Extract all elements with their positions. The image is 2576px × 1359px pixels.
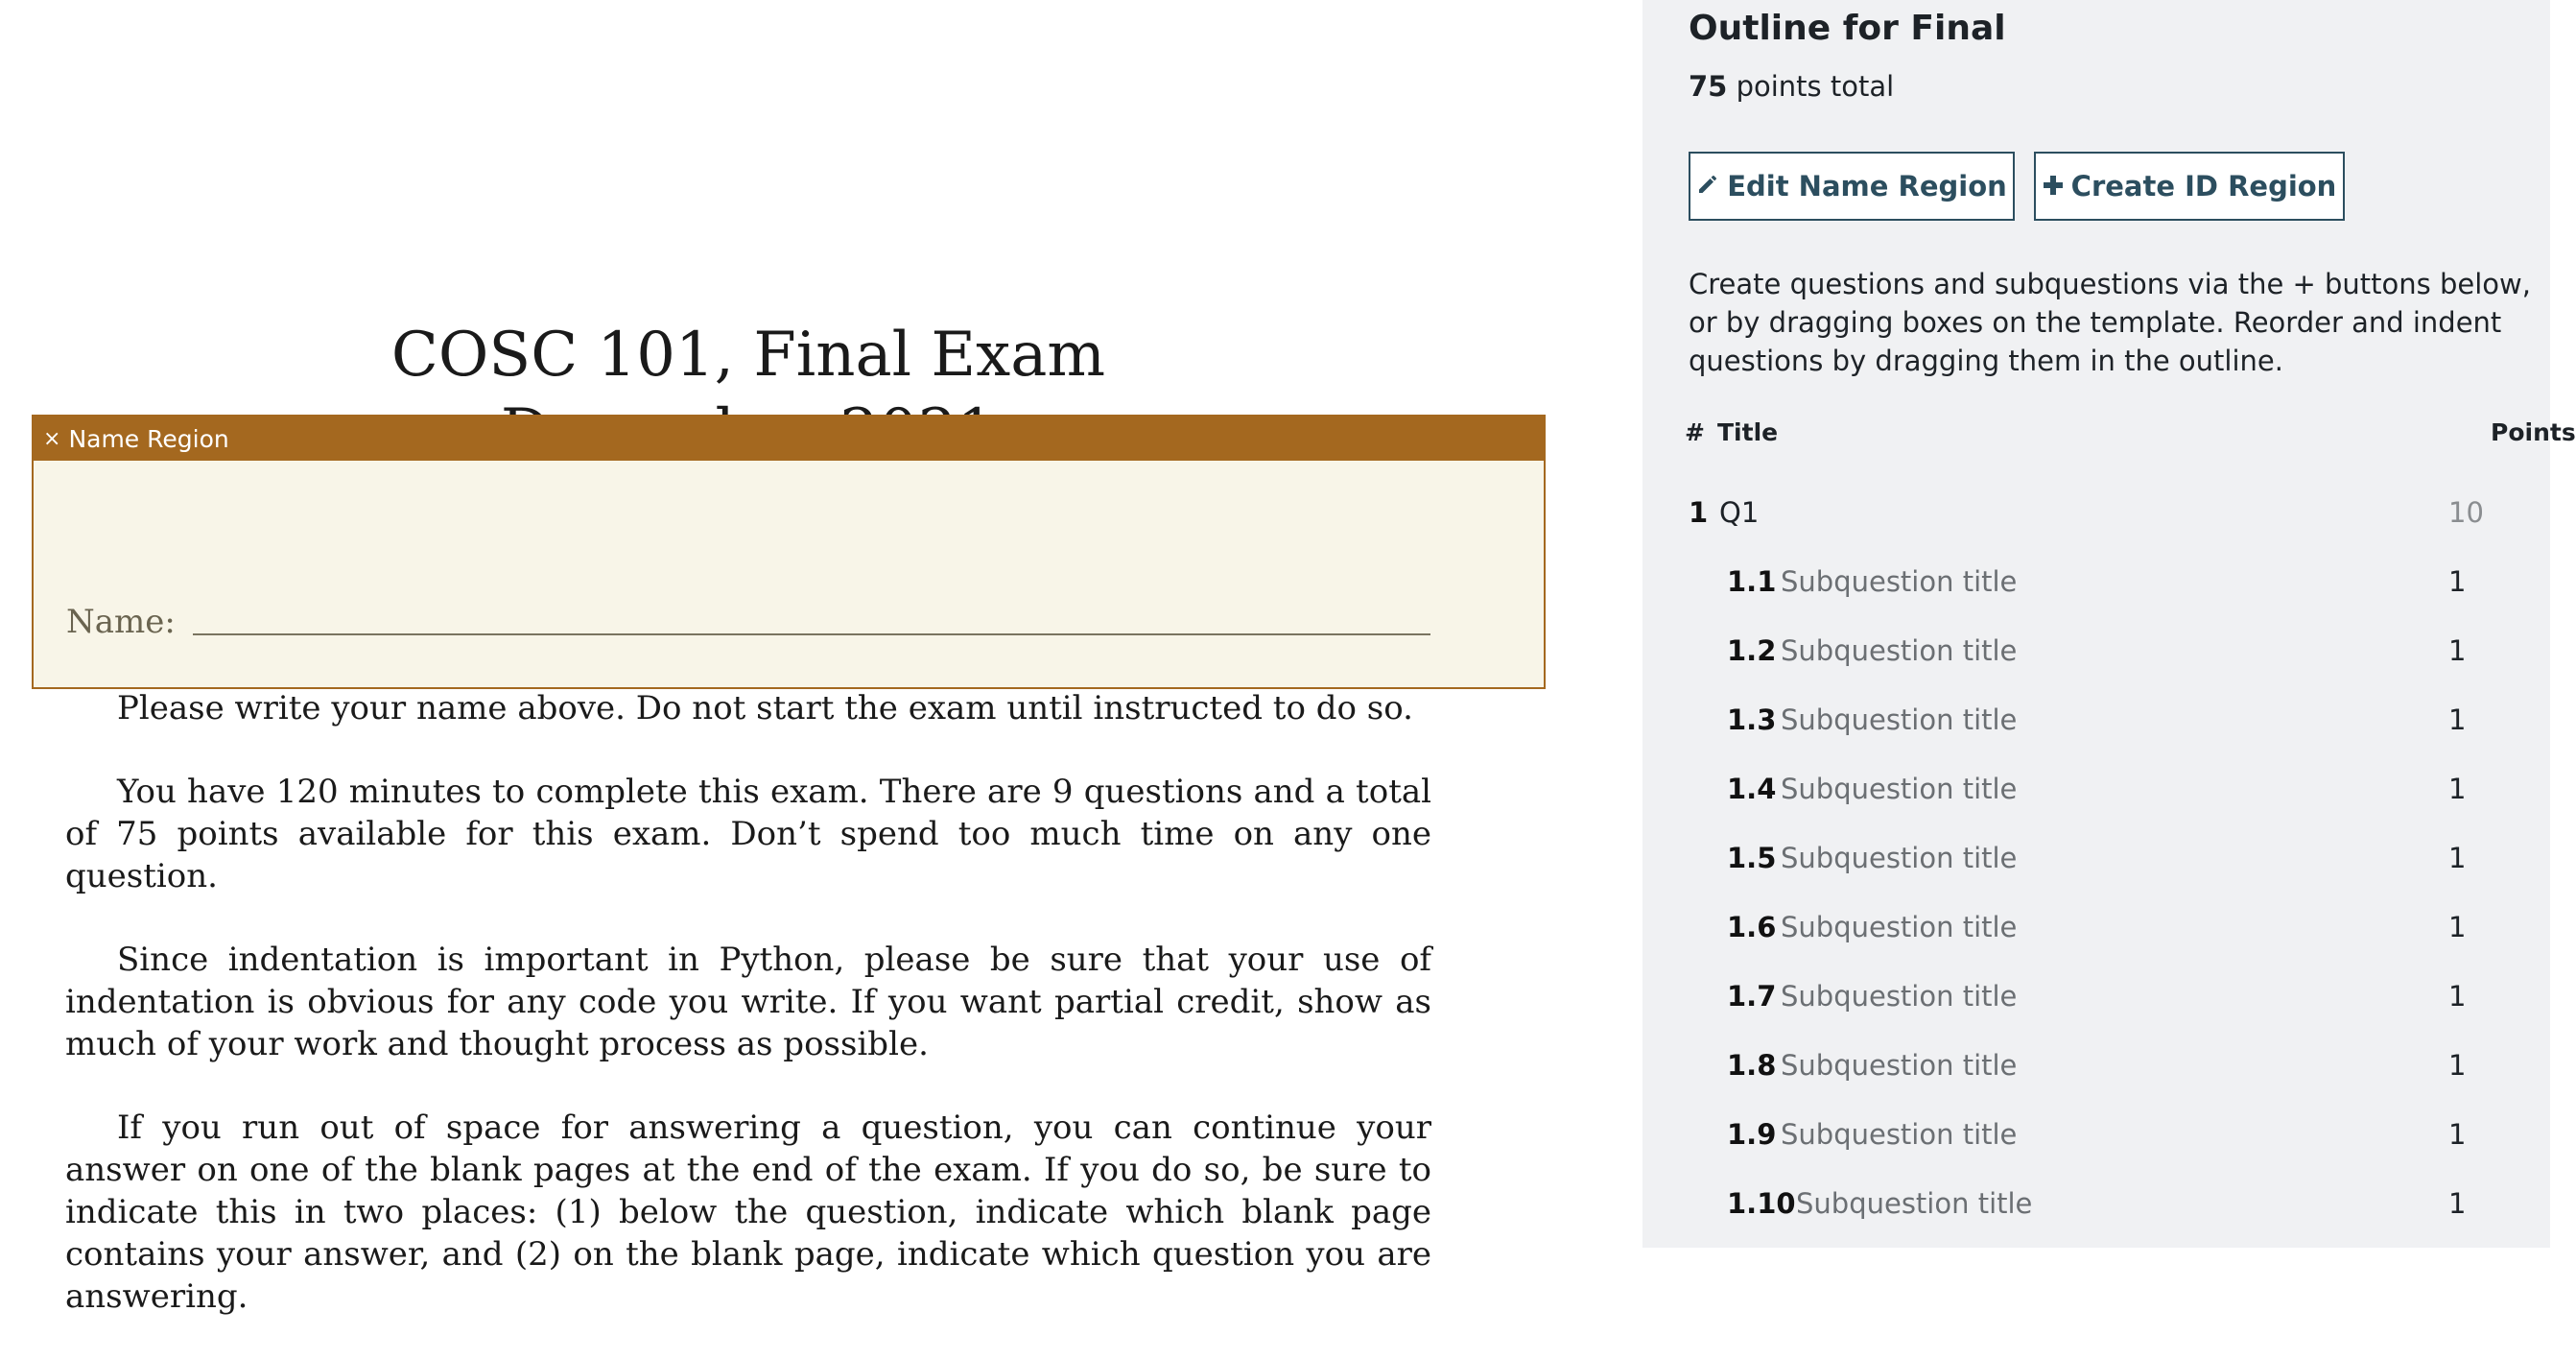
- outline-help-text: Create questions and subquestions via the + buttons below, or by dragging boxes on the template. Reorder and indent questions by dragging them in the outline.: [1689, 268, 2531, 377]
- outline-title: Outline for Final: [1689, 9, 2006, 48]
- edit-name-region-label: Edit Name Region: [1727, 170, 2007, 203]
- subquestion-number: 1.10: [1727, 1187, 1796, 1220]
- outline-subquestion-row[interactable]: [1642, 622, 2550, 680]
- outline-table-header: [1685, 418, 2576, 457]
- outline-subquestion-row[interactable]: [1642, 760, 2550, 818]
- question-number: 1: [1689, 496, 1709, 529]
- subquestion-title[interactable]: Subquestion title: [1781, 703, 2018, 736]
- question-title[interactable]: Q1: [1719, 496, 1760, 529]
- subquestion-points[interactable]: 1: [2448, 565, 2467, 598]
- subquestion-title[interactable]: Subquestion title: [1781, 1118, 2018, 1151]
- subquestion-number: 1.1: [1727, 565, 1777, 598]
- name-region-label: Name Region: [68, 424, 229, 453]
- instruction-paragraph: Please write your name above. Do not start the exam until instructed to do so.: [117, 689, 1413, 727]
- points-total-suffix: points total: [1736, 70, 1895, 103]
- outline-subquestion-row[interactable]: [1642, 553, 2550, 610]
- column-header-title: Title: [1717, 418, 1779, 446]
- subquestion-points[interactable]: 1: [2448, 1049, 2467, 1082]
- subquestion-points[interactable]: 1: [2448, 1118, 2467, 1151]
- exam-title: COSC 101, Final Exam: [390, 320, 1106, 391]
- column-header-number: #: [1685, 418, 1705, 446]
- subquestion-number: 1.8: [1727, 1049, 1777, 1082]
- subquestion-title[interactable]: Subquestion title: [1781, 842, 2018, 874]
- name-underline: [193, 633, 1430, 635]
- outline-subquestion-row[interactable]: [1642, 967, 2550, 1025]
- subquestion-number: 1.6: [1727, 911, 1777, 943]
- subquestion-title[interactable]: Subquestion title: [1781, 565, 2018, 598]
- create-id-region-label: Create ID Region: [2070, 170, 2337, 203]
- plus-icon: [2043, 171, 2064, 203]
- outline-subquestion-row[interactable]: [1642, 1175, 2550, 1232]
- edit-name-region-button[interactable]: [1689, 152, 2015, 221]
- outline-subquestion-row[interactable]: [1642, 829, 2550, 887]
- question-points[interactable]: 10: [2448, 496, 2484, 529]
- create-id-region-button[interactable]: [2034, 152, 2345, 221]
- pencil-icon: [1696, 171, 1719, 203]
- subquestion-number: 1.2: [1727, 634, 1777, 667]
- subquestion-points[interactable]: 1: [2448, 1187, 2467, 1220]
- exam-instructions: [65, 687, 1431, 1359]
- subquestion-points[interactable]: 1: [2448, 703, 2467, 736]
- outline-question-row[interactable]: [1642, 484, 2550, 541]
- instruction-paragraph: Since indentation is important in Python, please be sure that your use of indentation is obvious for any code you write. If you want partial credit, show as much of your work and thought process as possible.: [65, 941, 1431, 1063]
- subquestion-points[interactable]: 1: [2448, 634, 2467, 667]
- subquestion-title[interactable]: Subquestion title: [1781, 980, 2018, 1013]
- subquestion-points[interactable]: 1: [2448, 911, 2467, 943]
- subquestion-number: 1.4: [1727, 773, 1777, 805]
- subquestion-title[interactable]: Subquestion title: [1781, 773, 2018, 805]
- subquestion-number: 1.3: [1727, 703, 1777, 736]
- subquestion-points[interactable]: 1: [2448, 842, 2467, 874]
- subquestion-number: 1.5: [1727, 842, 1777, 874]
- outline-subquestion-row[interactable]: [1642, 1106, 2550, 1163]
- close-icon[interactable]: ×: [43, 426, 61, 451]
- points-total-value: 75: [1689, 70, 1728, 103]
- subquestion-number: 1.9: [1727, 1118, 1777, 1151]
- subquestion-number: 1.7: [1727, 980, 1777, 1013]
- outline-subquestion-row[interactable]: [1642, 1037, 2550, 1094]
- subquestion-title[interactable]: Subquestion title: [1796, 1187, 2033, 1220]
- name-field-label: Name:: [66, 603, 176, 641]
- subquestion-points[interactable]: 1: [2448, 980, 2467, 1013]
- points-total: [1689, 65, 1894, 107]
- subquestion-title[interactable]: Subquestion title: [1781, 1049, 2018, 1082]
- instruction-paragraph: You have 120 minutes to complete this exam. There are 9 questions and a total of 75 points available for this exam. Don’t spend too much time on any one question.: [65, 773, 1431, 895]
- subquestion-title[interactable]: Subquestion title: [1781, 634, 2018, 667]
- name-field-row: [66, 603, 1430, 641]
- name-region-box[interactable]: [32, 415, 1546, 689]
- outline-subquestion-row[interactable]: [1642, 898, 2550, 956]
- instruction-paragraph: If you run out of space for answering a question, you can continue your answer on one of the blank pages at the end of the exam. If you do so, be sure to indicate this in two places: (1) below the question, indicate which blank page contains your answer, and (2) on the blank page, indicate which question you are answering.: [65, 1109, 1431, 1316]
- subquestion-points[interactable]: 1: [2448, 773, 2467, 805]
- name-region-header[interactable]: [34, 417, 1544, 461]
- outline-subquestion-row[interactable]: [1642, 691, 2550, 749]
- outline-sidebar: [1642, 0, 2576, 1248]
- column-header-points: Points: [2491, 418, 2576, 446]
- subquestion-title[interactable]: Subquestion title: [1781, 911, 2018, 943]
